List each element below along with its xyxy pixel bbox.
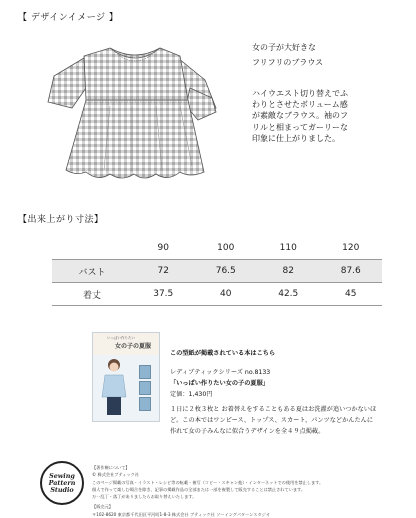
thumbnail	[139, 365, 151, 379]
book-description	[170, 404, 404, 437]
size-section-title: 【出来上がり寸法】	[18, 215, 104, 225]
logo-line: Sewing	[49, 472, 75, 480]
book-description-line: １日に２枚３枚と お着替えをすることもある夏はお洗濯が追いつかないほ	[170, 406, 377, 413]
notice-line: 万一乱丁・落丁がありましたらお取り替えいたします。	[92, 494, 197, 500]
table-cell: 37.5	[153, 289, 174, 299]
table-cell: 45	[345, 289, 357, 299]
notice-line: このページ掲載の写真・イラスト・レシピ等の転載・複写（コピー・スキャン他）・インターネットでの使用を禁止します。	[92, 479, 324, 485]
thumbnail	[139, 381, 151, 395]
book-cover-thumbnails	[133, 363, 155, 411]
logo-line: Studio	[50, 486, 74, 495]
notice-line: 個人で作って楽しむ場合を除き、記事の掲載作品の全部または一部を複製して販売することは禁止されています。	[92, 486, 306, 492]
description-line: リルと相まってガーリーな	[252, 122, 348, 132]
notice-line: © 株式会社ブティック社	[92, 472, 140, 478]
book-description-line: 作れて女の子みんなに似合うデザインを全４９点掲載。	[170, 428, 325, 435]
table-cell: 87.6	[320, 260, 383, 283]
table-cell: 40	[220, 289, 232, 299]
description-line: 印象に仕上がりました。	[252, 133, 340, 143]
design-section-title: 【 デザインイメージ 】	[18, 13, 119, 23]
sewing-pattern-studio-logo	[40, 461, 84, 505]
child-photo	[99, 357, 129, 417]
table-header-row	[52, 237, 382, 260]
table-row	[52, 260, 382, 283]
notice-line: 【著作権について】	[92, 465, 130, 470]
design-description	[252, 88, 348, 144]
description-line: が素敵なブラウス。袖のフ	[252, 111, 348, 121]
table-header-cell	[52, 237, 132, 260]
table-cell: 82	[257, 260, 320, 283]
book-caption: この型紙が掲載されている本はこちら	[170, 350, 276, 357]
table-header-cell: 110	[279, 243, 297, 253]
notice-line: 【販売元】	[92, 504, 113, 510]
description-line: わりとさせたボリューム感	[252, 100, 348, 110]
table-header-cell: 100	[217, 243, 235, 253]
table-header-cell: 120	[342, 243, 360, 253]
blouse-illustration	[40, 36, 230, 226]
table-cell: 72	[132, 260, 195, 283]
copyright-notice	[92, 464, 412, 518]
logo-line: Pattern	[48, 479, 76, 488]
size-table	[52, 237, 382, 306]
description-line: ハイウエスト切り替えでふ	[252, 89, 348, 98]
book-cover-title: 女の子の夏服	[115, 343, 152, 350]
book-description-line: ど。この本ではワンピース、トップス、スカート、パンツなどかんたんに	[170, 417, 374, 424]
table-cell: 着丈	[82, 290, 101, 301]
headline-line: フリフリのブラウス	[252, 58, 324, 67]
table-cell: バスト	[52, 260, 132, 283]
table-cell: 76.5	[195, 260, 258, 283]
table-header-cell: 90	[157, 243, 169, 253]
book-series: レディブティックシリーズ no.8133	[170, 369, 271, 376]
book-title: 「いっぱい作りたい女の子の夏服」	[170, 380, 269, 387]
table-cell: 42.5	[278, 289, 299, 299]
notice-line: 〒102-8620 東京都千代田区平河町1-8-3 株式会社 ブティック社 ソーイングパターンスタジオ	[92, 511, 270, 517]
book-cover[interactable]	[92, 332, 160, 422]
book-cover-small-title: いっぱい作りたい	[107, 336, 135, 340]
thumbnail	[139, 397, 151, 411]
table-row	[52, 283, 382, 306]
book-price: 定価：1,430円	[170, 391, 213, 398]
design-headline	[252, 40, 323, 70]
headline-line: 女の子が大好きな	[252, 43, 316, 52]
